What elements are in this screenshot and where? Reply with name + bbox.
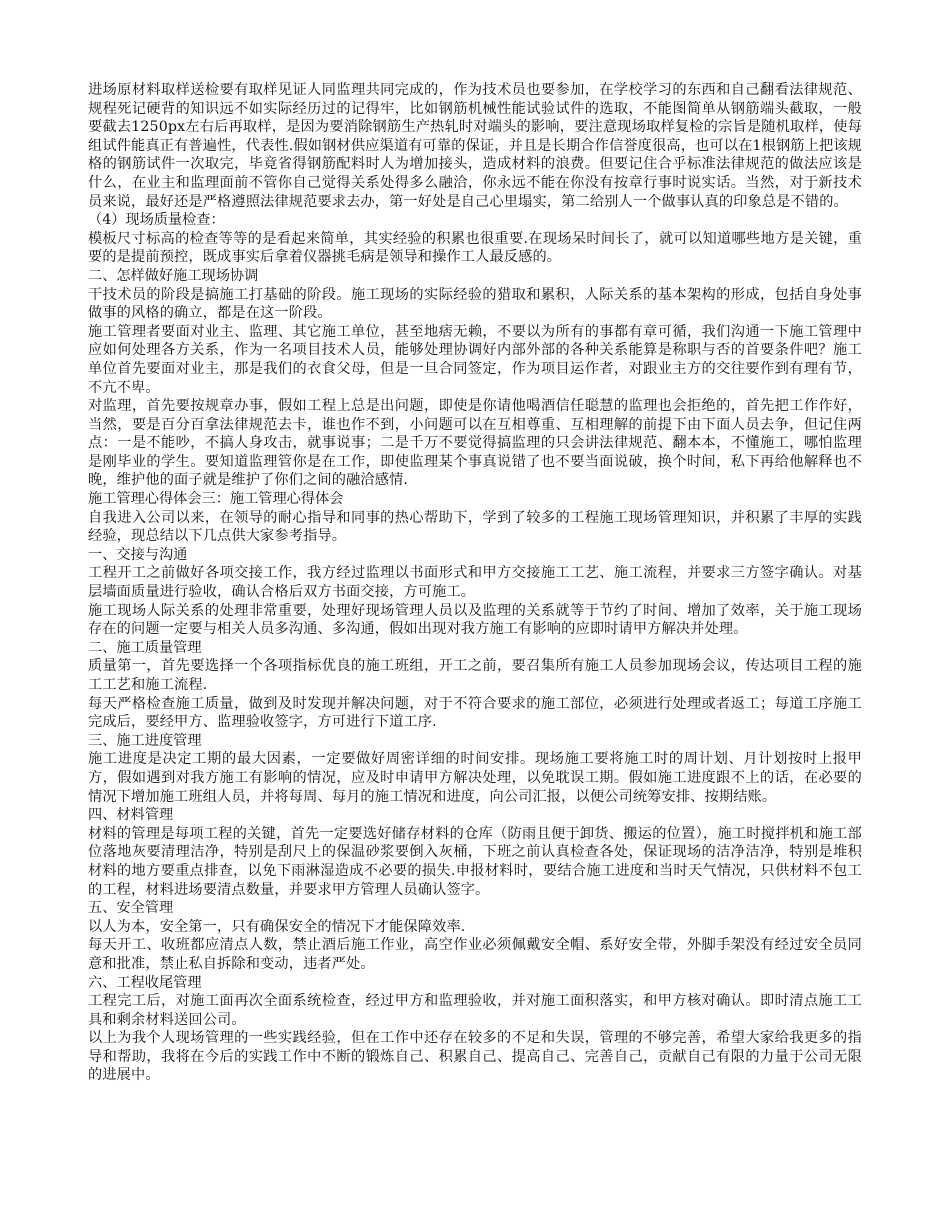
paragraph: 每天严格检查施工质量，做到及时发现并解决问题，对于不符合要求的施工部位，必须进行处理或者返工；每道工序施工完成后，要经甲方、监理验收签字，方可进行下道工序. [88,695,862,731]
paragraph: 施工进度是决定工期的最大因素，一定要做好周密详细的时间安排。现场施工要将施工时的周计划、月计划按时上报甲方，假如遇到对我方施工有影响的情况，应及时申请甲方解决处理，以免耽误工期。假如施工进度跟不上的话，在必要的情况下增加施工班组人员，并将每周、每月的施工情况和进度，向公司汇报，以便公司统筹安排、按期结账。 [88,751,862,805]
paragraph: 模板尺寸标高的检查等等的是看起来简单，其实经验的积累也很重要.在现场呆时间长了，就可以知道哪些地方是关键，重要的是提前预控，既成事实后拿着仪器挑毛病是领导和操作工人最反感的。 [88,230,862,266]
paragraph: 施工管理者要面对业主、监理、其它施工单位，甚至地痞无赖，不要以为所有的事都有章可循，我们沟通一下施工管理中应如何处理各方关系，作为一名项目技术人员，能够处理协调好内部外部的各种关系能算是称职与否的首要条件吧？施工单位首先要面对业主，那是我们的衣食父母，但是一旦合同签定，作为项目运作者，对跟业主方的交往要作到有理有节，不亢不卑。 [88,323,862,396]
paragraph: 进场原材料取样送检要有取样见证人同监理共同完成的，作为技术员也要参加，在学校学习的东西和自己翻看法律规范、规程死记硬背的知识远不如实际经历过的记得牢，比如钢筋机械性能试验试件的选取，不能图简单从钢筋端头截取，一般要截去1250px左右后再取样，是因为要消除钢筋生产热轧时对端头的影响，要注意现场取样复检的宗旨是随机取样，使每组试件能真正有普遍性，代表性.假如钢材供应渠道有可靠的保证，并且是长期合作信誉度很高，也可以在1根钢筋上把该规格的钢筋试件一次取完，毕竟省得钢筋配料时人为增加接头，造成材料的浪费。但要记住合乎标准法律规范的做法应该是什么，在业主和监理面前不管你自己觉得关系处得多么融洽，你永远不能在你没有按章行事时说实话。当然，对于新技术员来说，最好还是严格遵照法律规范要求去办，第一好处是自己心里塌实，第二给别人一个做事认真的印象总是不错的。 [88,82,862,210]
section-heading: 五、安全管理 [88,900,174,917]
section-heading: （4）现场质量检查： [88,212,225,229]
document-body [88,81,862,1085]
paragraph: 材料的管理是每项工程的关键，首先一定要选好储存材料的仓库（防雨且便于卸货、搬运的位置），施工时搅拌机和施工部位落地灰要清理洁净，特别是刮尺上的保温砂浆要倒入灰桶，下班之前认真检查各处，保证现场的洁净洁净，特别是堆积材料的地方要重点排查，以免下雨淋湿造成不必要的损失.申报材料时，要结合施工进度和当时天气情况，只供材料不包工的工程，材料进场要清点数量，并要求甲方管理人员确认签字。 [88,825,862,898]
paragraph: 质量第一，首先要选择一个各项指标优良的施工班组，开工之前，要召集所有施工人员参加现场会议，传达项目工程的施工工艺和施工流程. [88,658,862,693]
paragraph: 自我进入公司以来，在领导的耐心指导和同事的热心帮助下，学到了较多的工程施工现场管理知识，并积累了丰厚的实践经验，现总结以下几点供大家参考指导。 [88,509,862,545]
section-heading: 二、施工质量管理 [88,639,202,656]
paragraph: 以人为本，安全第一，只有确保安全的情况下才能保障效率. [88,918,466,935]
section-heading: 四、材料管理 [88,807,174,824]
paragraph: 以上为我个人现场管理的一些实践经验，但在工作中还存在较多的不足和失误，管理的不够完善，希望大家给我更多的指导和帮助，我将在今后的实践工作中不断的锻炼自己、积累自己、提高自己、完善自己，贡献自己有限的力量于公司无限的进展中。 [88,1030,862,1084]
paragraph: 工程完工后，对施工面再次全面系统检查，经过甲方和监理验收，并对施工面积落实，和甲方核对确认。即时清点施工工具和剩余材料送回公司。 [88,993,862,1028]
paragraph: 干技术员的阶段是搞施工打基础的阶段。施工现场的实际经验的猎取和累积，人际关系的基本架构的形成，包括自身处事做事的风格的确立，都是在这一阶段。 [88,286,862,322]
paragraph: 工程开工之前做好各项交接工作，我方经过监理以书面形式和甲方交接施工工艺、施工流程，并要求三方签字确认。对基层墙面质量进行验收，确认合格后双方书面交接，方可施工。 [88,565,862,601]
section-heading: 二、怎样做好施工现场协调 [88,267,259,284]
section-heading: 一、交接与沟通 [88,546,188,563]
paragraph: 每天开工、收班都应清点人数，禁止酒后施工作业，高空作业必须佩戴安全帽、系好安全带，外脚手架没有经过安全员同意和批准，禁止私自拆除和变动，违者严处。 [88,937,862,972]
section-heading: 三、施工进度管理 [88,732,202,749]
section-heading: 六、工程收尾管理 [88,974,202,991]
section-heading: 施工管理心得体会三：施工管理心得体会 [88,491,344,508]
paragraph: 对监理，首先要按规章办事，假如工程上总是出问题，即使是你请他喝酒信任聪慧的监理也会拒绝的，首先把工作作好，当然，要是百分百拿法律规范去卡，谁也作不到，小问题可以在互相尊重、互相理解的前提下由下面人员去争，但记住两点：一是不能吵，不搞人身攻击，就事说事；二是千万不要觉得搞监理的只会讲法律规范、翻本本，不懂施工，哪怕监理是刚毕业的学生。要知道监理管你是在工作，即使监理某个事真说错了也不要当面说破，换个时间，私下再给他解释也不晚，维护他的面子就是维护了你们之间的融洽感情. [88,398,862,489]
paragraph: 施工现场人际关系的处理非常重要，处理好现场管理人员以及监理的关系就等于节约了时间、增加了效率，关于施工现场存在的问题一定要与相关人员多沟通、多沟通，假如出现对我方施工有影响的应即时请甲方解决并处理。 [88,602,862,638]
